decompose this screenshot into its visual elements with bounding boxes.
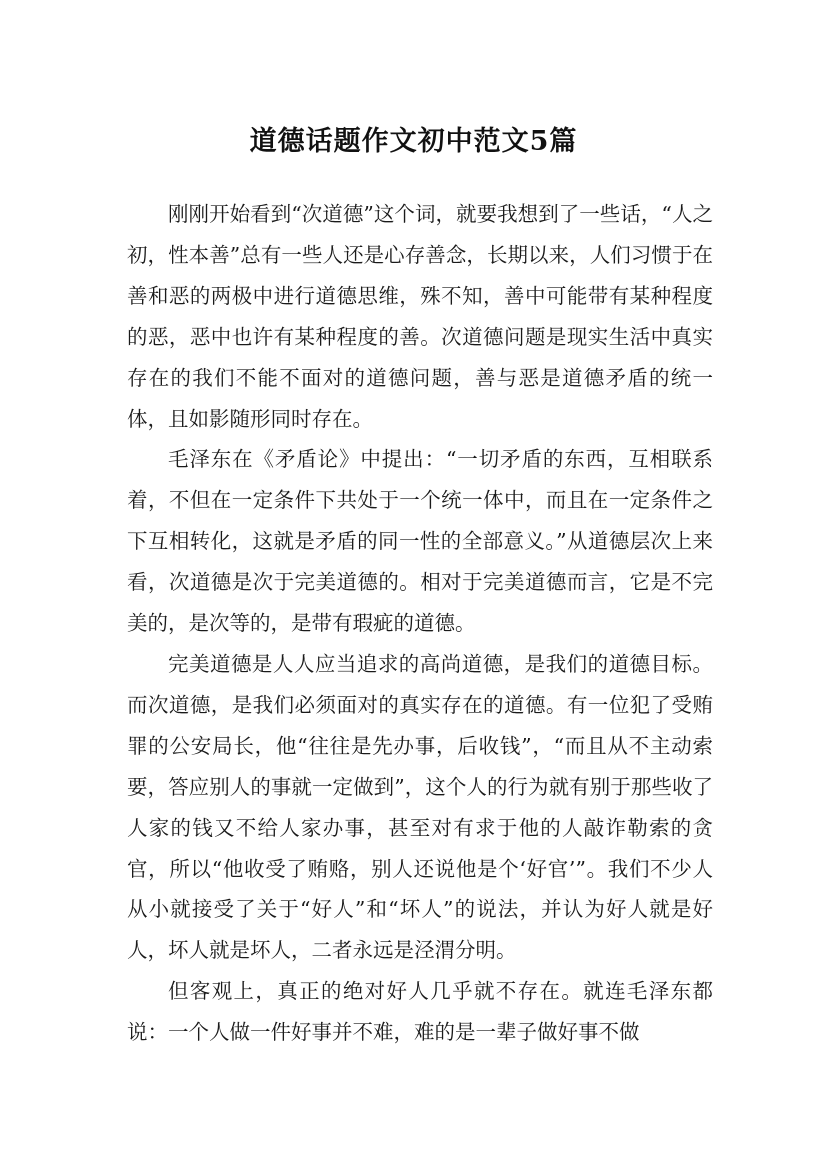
- paragraph: 毛泽东在《矛盾论》中提出：“一切矛盾的东西，互相联系着，不但在一定条件下共处于一个统一体中，而且在一定条件之下互相转化，这就是矛盾的同一性的全部意义。”从道德层次上来看，次道德是次于完美道德的。相对于完美道德而言，它是不完美的，是次等的，是带有瑕疵的道德。: [127, 447, 713, 636]
- document-title: 道德话题作文初中范文5篇: [249, 126, 578, 158]
- document-body: [127, 194, 713, 1053]
- paragraph: 但客观上，真正的绝对好人几乎就不存在。就连毛泽东都说：一个人做一件好事并不难，难的是一辈子做好事不做: [127, 979, 713, 1045]
- paragraph: 完美道德是人人应当追求的高尚道德，是我们的道德目标。而次道德，是我们必须面对的真实存在的道德。有一位犯了受贿罪的公安局长，他“往往是先办事，后收钱”，“而且从不主动索要，答应别人的事就一定做到”，这个人的行为就有别于那些收了人家的钱又不给人家办事，甚至对有求于他的人敲诈勒索的贪官，所以“他收受了贿赂，别人还说他是个‘好官’”。我们不少人从小就接受了关于“好人”和“坏人”的说法，并认为好人就是好人，坏人就是坏人，二者永远是泾渭分明。: [127, 651, 713, 963]
- paragraph: 刚刚开始看到“次道德”这个词，就要我想到了一些话，“人之初，性本善”总有一些人还是心存善念，长期以来，人们习惯于在善和恶的两极中进行道德思维，殊不知，善中可能带有某种程度的恶，恶中也许有某种程度的善。次道德问题是现实生活中真实存在的我们不能不面对的道德问题，善与恶是道德矛盾的统一体，且如影随形同时存在。: [127, 202, 713, 431]
